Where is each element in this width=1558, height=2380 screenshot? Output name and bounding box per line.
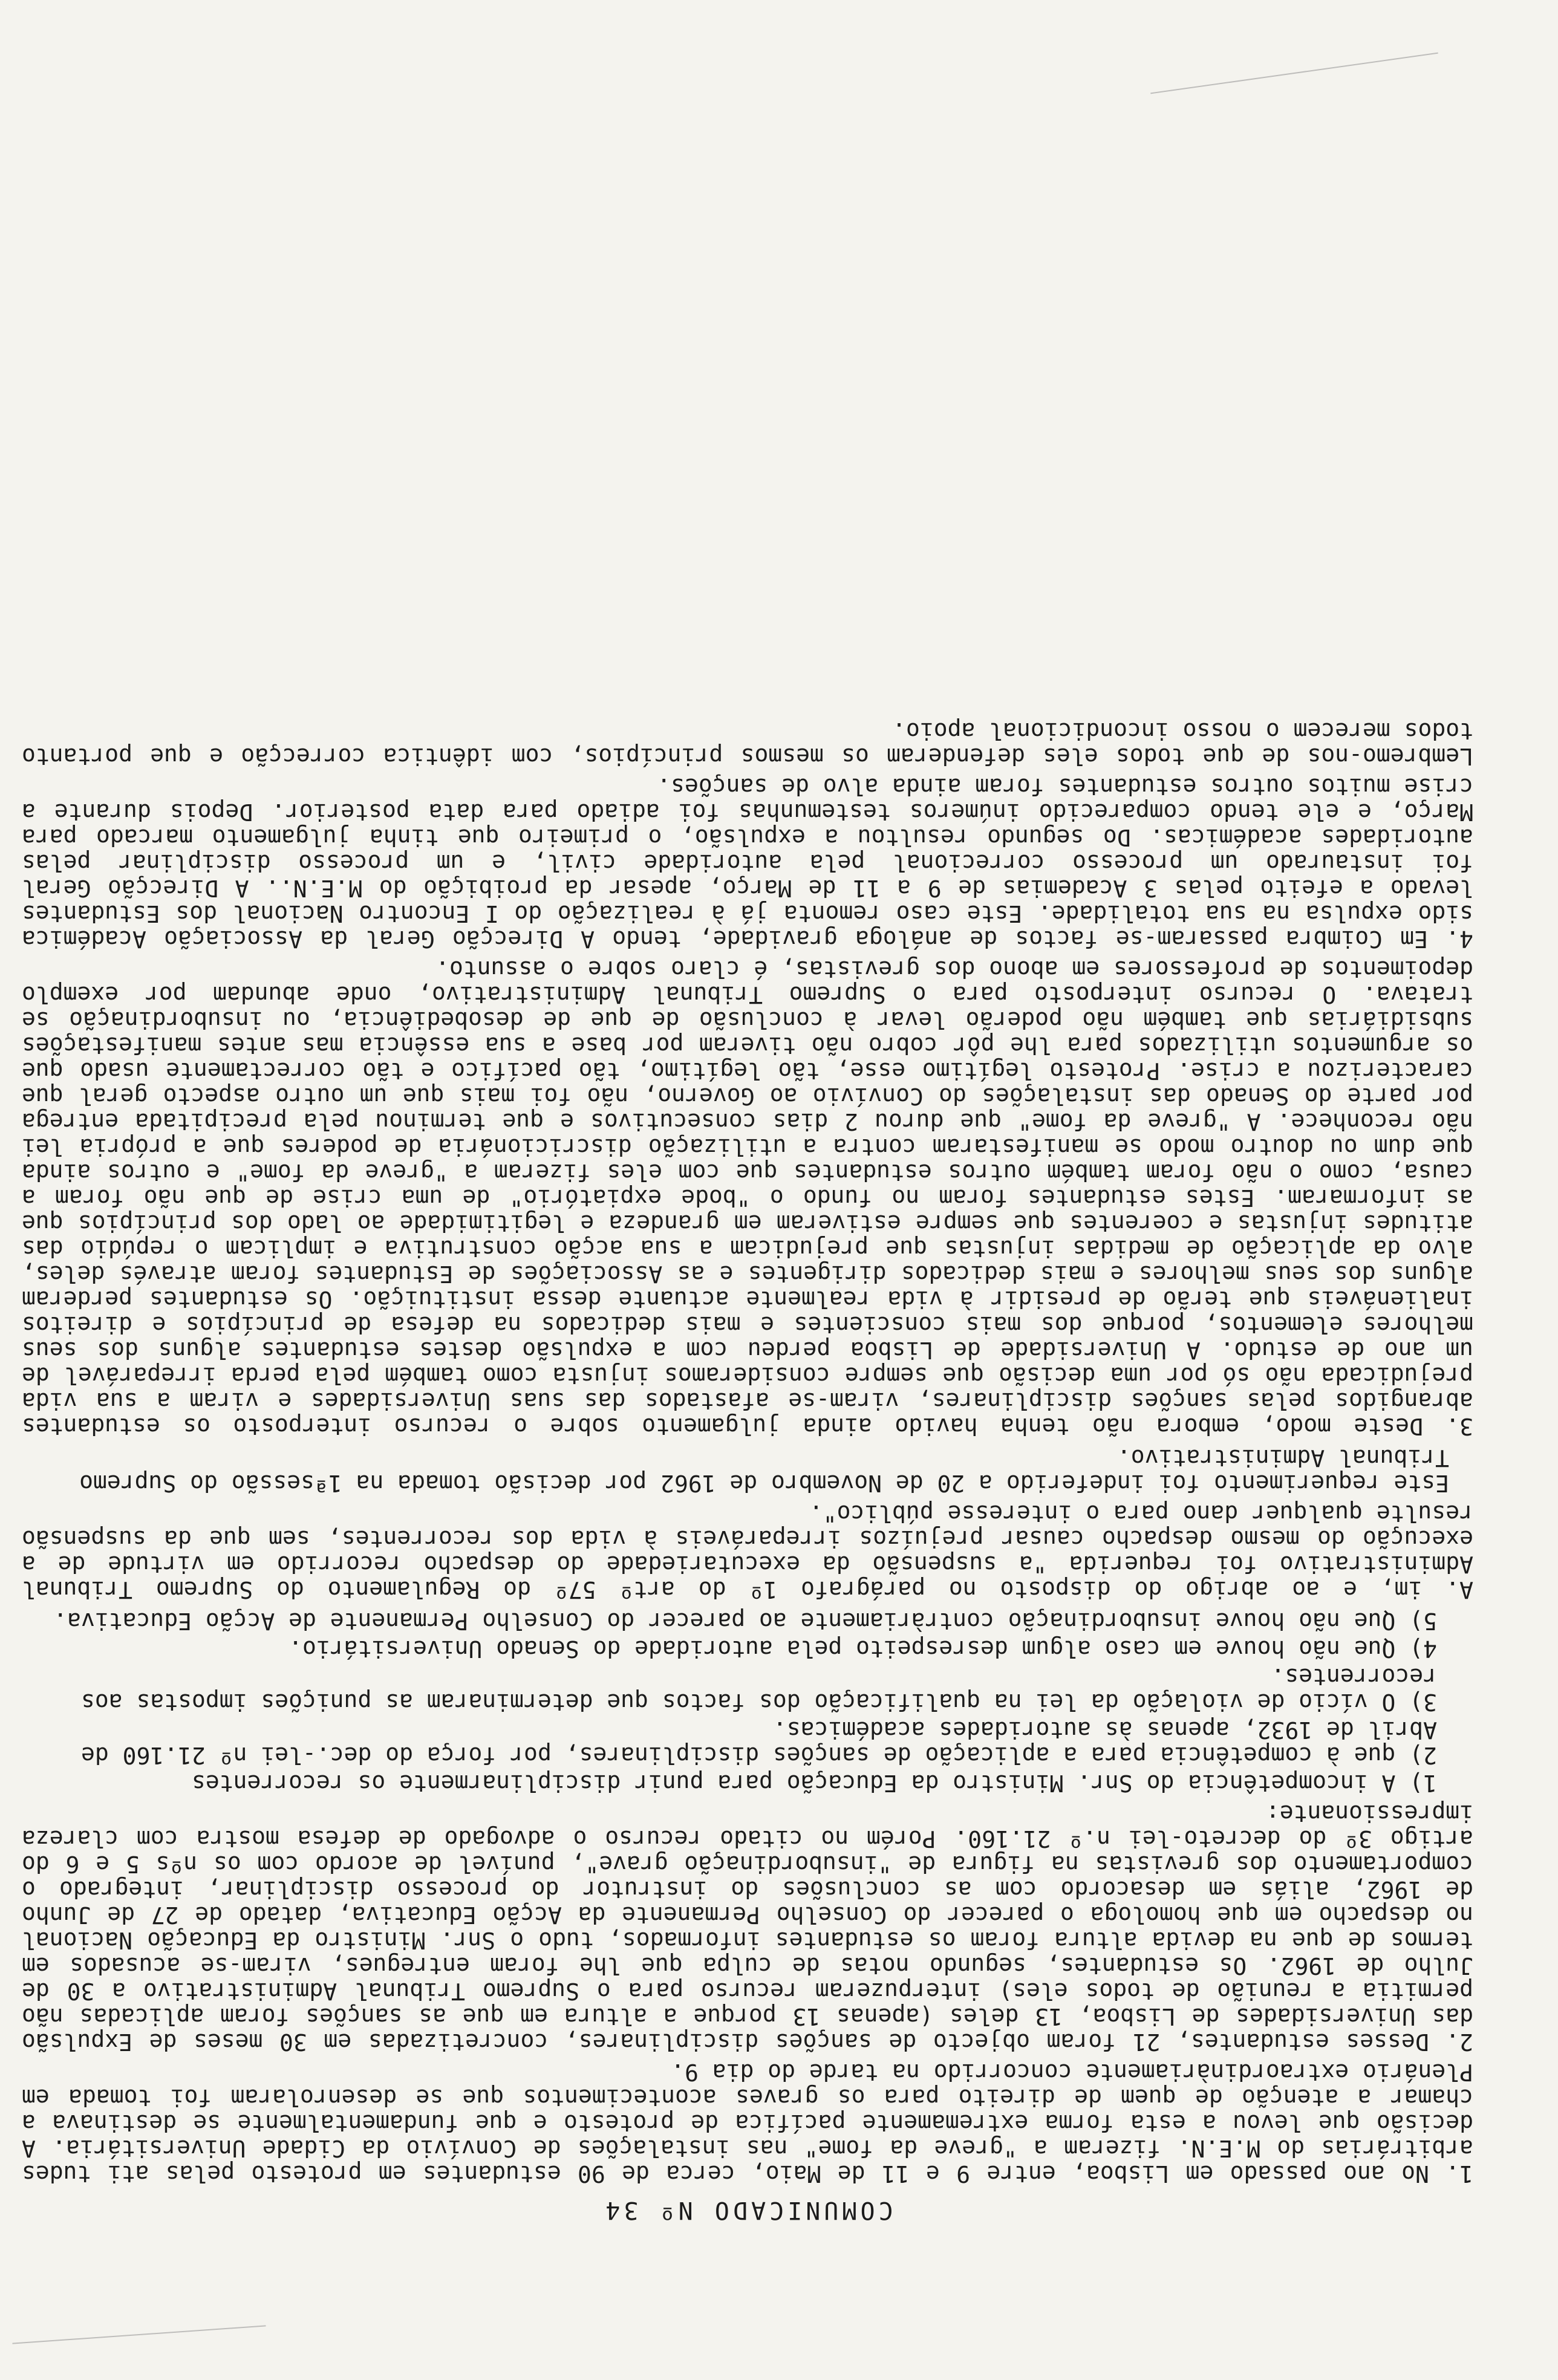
closing-paragraph: Lembremo-nos de que todos eles defenderam os mesmos princípios, com idêntica correcção e que portanto todos merecem o nosso incondicional apoio. — [22, 718, 1473, 770]
indeferido-note: Este requerimento foi indeferido a 20 de Novembro de 1962 por decisão tomada na 1ªsessão do Supremo Tribunal Administrativo. — [79, 1445, 1449, 1497]
document-title: COMUNICADO Nº 34 — [602, 2196, 893, 2224]
grounds-list — [22, 1608, 1437, 1796]
paragraph-3: 3. Deste modo, embora não tenha havido ainda julgamento sobre o recurso interposto os estudantes abrangidos pelas sanções disciplinares, viram-se afastados das suas Universidades e viram a sua vida prejudicada não só por uma decisão que sempre consideramos injusta como também pela perda irreparável de um ano de estudo. A Universidade de Lisboa perdeu com a expulsão destes estudantes alguns dos seus melhores elementos, porque dos mais conscientes e mais dedicados na defesa de princípios e direitos inalienáveis que terão de presidir à vida realmente actuante dessa instituição. Os estudantes perderam alguns dos seus melhores e mais dedicados dirigentes e as Associações de Estudantes foram através deles, alvo da aplicação de medidas injustas que prejudicam a sua acção construtiva e implicam o repúdio das atitudes injustas e coerentes que sempre estiveram em grandeza e legitimidade ao lado dos princípios que as informaram. Estes estudantes foram no fundo o "bode expiatório" de uma crise de que não foram a causa, como o não foram também outros estudantes que com eles fizeram a "greve da fome" e outros ainda que dum ou doutro modo se manifestaram contra a utilização discricionária de poderes que a própria lei não reconhece. A "greve da fome" que durou 2 dias consecutivos e que terminou pela precipitada entrega por parte do Senado das instalações do Convívio ao Governo, não foi mais que um outro aspecto geral que caracterizou a crise. Protesto legítimo esse, tão legítimo, tão pacífico e tão correctamente usado que os argumentos utilizados para lhe pôr cobro não tiveram por base a sua essência mas antes manifestações subsidiárias que também não poderão levar à conclusão de que de desobediência, ou insubordinação se tratava. O recurso interposto para o Supremo Tribunal Administrativo, onde abundam por exemplo depoimentos de professores em abono dos grevistas, é claro sobre o assunto. — [22, 956, 1473, 1440]
ground-item: 4) Que não houve em caso algum desrespeito pela autoridade do Senado Universitário. — [288, 1636, 1437, 1662]
paragraph-4: 4. Em Coimbra passaram-se factos de análoga gravidade, tendo A Direcção Geral da Associação Académica sido expulsa na sua totalidade. Este caso remonta já à realização do I Encontro Nacional dos Estudantes levado a efeito pelas 3 Academias de 9 a 11 de Março, apesar da proibição do M.E.N.. A Direcção Geral foi instaurado um processo correcional pela autoridade civil, e um processo disciplinar pelas autoridades académicas. Do segundo resultou a expulsão, o primeiro que tinha julgamento marcado para Março, e ele tendo comparecido inúmeros testemunhas foi adiado para data posterior. Depois durante a crise muitos outros estudantes foram ainda alvo de sanções. — [22, 773, 1473, 952]
document-body — [22, 714, 1473, 2223]
paragraph-2: 2. Desses estudantes, 21 foram objecto de sanções disciplinares, concretizadas em 30 meses de Expulsão das Universidades de Lisboa, 13 deles (apenas 13 porque a altura em que as sanções foram aplicadas não permitia a reunião de todos eles) interpuzeram recurso para o Supremo Tribunal Administrativo a 30 de Julho de 1962. Os estudantes, segundo notas de culpa que lhe foram entregues, viram-se acusados em termos de que na devida altura foram os estudantes informados, tudo o Snr. Ministro da Educação Nacional no despacho em que homologa o parecer do Conselho Permanente da Acção Educativa, datado de 27 de Junho de 1962, aliás em desacordo com as conclusões do instrutor do processo disciplinar, integrado o comportamento dos grevistas na figura de "insubordinação grave", punível de acordo com os nºs 5 e 6 do artigo 3º do decreto-lei n.º 21.160. Porém no citado recurso o advogado de defesa mostra com clareza impressionante: — [22, 1800, 1473, 2055]
ground-item: 1) A incompetência do Snr. Ministro da Educação para punir disciplinarmente os recorrentes — [191, 1770, 1437, 1796]
ground-item: 2) que à competência para a aplicação de sanções disciplinares, por força do dec.-lei nº 21.160 de Abril de 1932, apenas às autoridades académicas. — [80, 1717, 1437, 1769]
paragraph-1: 1. No ano passado em Lisboa, entre 9 e 11 de Maio, cerca de 90 estudantes em protesto pelas ati tudes arbitrárias do M.E.N. fizeram a "greve da fome" nas instalações de Convívio da Cidade Universitária. A decisão que levou a esta forma extremamente pacífica de protesto e que fundamentalmente se destinava a chamar a atenção de quem de direito para os graves acontecimentos que se desenrolaram foi tomada em Plenário extraordinàriamente concorrido na tarde do dia 9. — [22, 2059, 1473, 2187]
suspension-paragraph: A. im, e ao abrigo do disposto no parágrafo 1º do artº 57º do Regulamento do Supremo Tribunal Administrativo foi requerida "a suspensão da executariedade do despacho recorrido em virtude de a execução do mesmo despacho causar prejuízos irreparáveis à vida dos recorrentes, sem que da suspensão resulte qualquer dano para o interesse público". — [22, 1500, 1473, 1603]
ground-item: 5) Que não houve insubordinação contràriamente ao parecer do Conselho Permanente de Acção Educativa. — [53, 1608, 1437, 1634]
ground-item: 3) O vício de violação da lei na qualificação dos factos que determinaram as punições impostas aos recorrentes. — [80, 1663, 1437, 1715]
